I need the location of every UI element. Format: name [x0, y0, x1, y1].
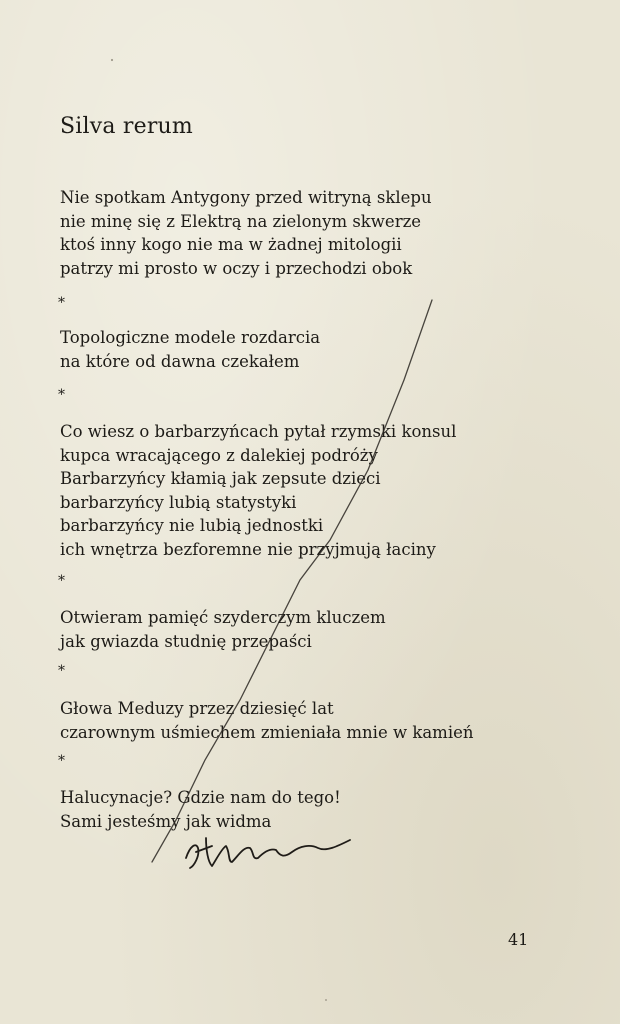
- stanza-separator: *: [58, 573, 65, 589]
- stanza-6: [60, 786, 341, 833]
- stanza-5: [60, 697, 474, 744]
- poem-line: na które od dawna czekałem: [60, 351, 300, 371]
- poem-line: nie minę się z Elektrą na zielonym skwerze: [60, 211, 422, 231]
- poem-line: patrzy mi prosto w oczy i przechodzi obok: [60, 258, 413, 278]
- poem-line: Głowa Meduzy przez dziesięć lat: [60, 699, 334, 718]
- poem-line: barbarzyńcy nie lubią jednostki: [60, 516, 324, 535]
- poem-line: barbarzyńcy lubią statystyki: [60, 492, 297, 512]
- stanza-separator: *: [58, 295, 65, 311]
- stanza-separator: *: [58, 663, 65, 679]
- stanza-3: [60, 420, 456, 561]
- poem-line: ich wnętrza bezforemne nie przyjmują łaciny: [60, 539, 436, 559]
- poem-line: Halucynacje? Gdzie nam do tego!: [60, 788, 341, 807]
- poem-line: Barbarzyńcy kłamią jak zepsute dzieci: [60, 469, 381, 488]
- poem-line: jak gwiazda studnię przepaści: [60, 631, 312, 651]
- stanza-2: [60, 326, 320, 373]
- pencil-stroke: [152, 300, 432, 862]
- poem-line: ktoś inny kogo nie ma w żadnej mitologii: [60, 235, 402, 254]
- poem-line: Sami jesteśmy jak widma: [60, 811, 272, 831]
- poem-line: Nie spotkam Antygony przed witryną sklepu: [60, 188, 432, 207]
- poem-line: Otwieram pamięć szyderczym kluczem: [60, 608, 386, 627]
- stanza-separator: *: [58, 753, 65, 769]
- stanza-4: [60, 606, 386, 653]
- paper-speck: [111, 59, 113, 61]
- poem-line: kupca wracającego z dalekiej podróży: [60, 445, 378, 465]
- poem-title: Silva rerum: [60, 114, 193, 139]
- stanza-1: [60, 186, 432, 280]
- poem-line: Topologiczne modele rozdarcia: [60, 328, 321, 347]
- signature: [186, 838, 350, 868]
- stanza-separator: *: [58, 387, 65, 403]
- page-number: 41: [508, 930, 529, 949]
- poem-line: czarownym uśmiechem zmieniała mnie w kamień: [60, 722, 474, 742]
- paper-speck: [325, 999, 327, 1001]
- poem-line: Co wiesz o barbarzyńcach pytał rzymski konsul: [60, 422, 457, 441]
